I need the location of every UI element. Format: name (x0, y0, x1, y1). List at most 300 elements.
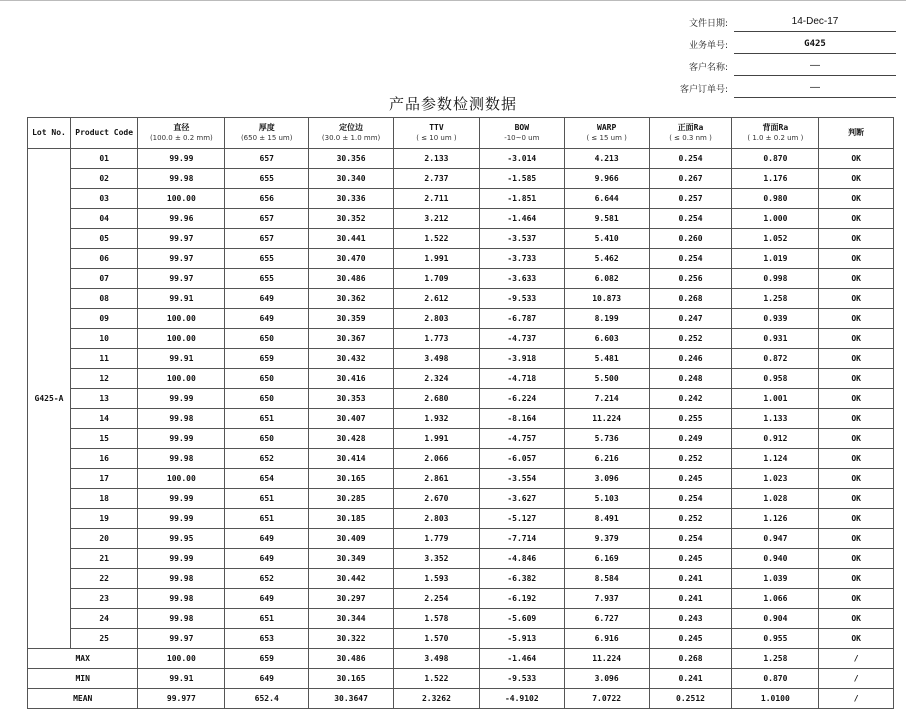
table-cell: -4.846 (479, 549, 564, 569)
table-cell: 99.98 (138, 449, 225, 469)
table-cell: 1.039 (732, 569, 819, 589)
table-cell: 0.247 (649, 309, 732, 329)
table-cell: 30.336 (309, 189, 394, 209)
summary-cell: 100.00 (138, 649, 225, 669)
table-cell: 0.245 (649, 549, 732, 569)
column-header-spec: -10~0 um (504, 134, 540, 142)
column-header (732, 118, 819, 149)
product-code-cell: 23 (70, 589, 137, 609)
product-code-cell: 04 (70, 209, 137, 229)
table-row (28, 569, 894, 589)
table-cell: 0.870 (732, 149, 819, 169)
table-cell: 6.644 (564, 189, 649, 209)
table-cell: 2.711 (394, 189, 480, 209)
table-cell: 1.176 (732, 169, 819, 189)
summary-cell: 1.258 (732, 649, 819, 669)
summary-row-min (28, 669, 894, 689)
product-code-cell: 09 (70, 309, 137, 329)
table-cell: 0.249 (649, 429, 732, 449)
table-cell: -5.127 (479, 509, 564, 529)
table-cell: 6.603 (564, 329, 649, 349)
table-cell: 652 (225, 569, 309, 589)
table-cell: 0.241 (649, 569, 732, 589)
table-cell: 30.470 (309, 249, 394, 269)
product-code-cell: 05 (70, 229, 137, 249)
table-cell: 2.803 (394, 309, 480, 329)
table-cell: 30.428 (309, 429, 394, 449)
table-cell: 3.498 (394, 349, 480, 369)
table-cell: 0.245 (649, 469, 732, 489)
table-header-row (28, 118, 894, 149)
table-cell: OK (819, 349, 894, 369)
summary-cell: / (819, 669, 894, 689)
table-cell: 1.124 (732, 449, 819, 469)
table-cell: 657 (225, 229, 309, 249)
table-cell: -9.533 (479, 289, 564, 309)
table-cell: 651 (225, 509, 309, 529)
table-cell: OK (819, 589, 894, 609)
table-row (28, 229, 894, 249)
column-header (394, 118, 480, 149)
table-cell: -6.787 (479, 309, 564, 329)
table-cell: 1.023 (732, 469, 819, 489)
table-cell: 100.00 (138, 369, 225, 389)
table-cell: 30.297 (309, 589, 394, 609)
table-cell: 30.414 (309, 449, 394, 469)
table-cell: 0.248 (649, 369, 732, 389)
product-code-cell: 11 (70, 349, 137, 369)
product-code-cell: 08 (70, 289, 137, 309)
table-cell: OK (819, 269, 894, 289)
table-cell: 100.00 (138, 309, 225, 329)
table-cell: 30.409 (309, 529, 394, 549)
summary-cell: 659 (225, 649, 309, 669)
column-header (138, 118, 225, 149)
table-cell: -4.718 (479, 369, 564, 389)
column-header-spec: (30.0 ± 1.0 mm) (321, 134, 381, 142)
table-row (28, 169, 894, 189)
business-no-label: 业务单号: (688, 41, 728, 51)
table-cell: -7.714 (479, 529, 564, 549)
table-cell: 5.410 (564, 229, 649, 249)
product-code-cell: 07 (70, 269, 137, 289)
summary-cell: -1.464 (479, 649, 564, 669)
table-cell: 2.254 (394, 589, 480, 609)
table-cell: 99.98 (138, 569, 225, 589)
product-code-cell: 25 (70, 629, 137, 649)
table-cell: 9.966 (564, 169, 649, 189)
summary-cell: 1.0100 (732, 689, 819, 709)
table-cell: 30.322 (309, 629, 394, 649)
table-cell: 9.379 (564, 529, 649, 549)
table-cell: -3.537 (479, 229, 564, 249)
summary-cell: 30.3647 (309, 689, 394, 709)
table-cell: 0.256 (649, 269, 732, 289)
table-cell: 0.268 (649, 289, 732, 309)
table-cell: OK (819, 329, 894, 349)
table-cell: 653 (225, 629, 309, 649)
table-cell: 650 (225, 389, 309, 409)
table-cell: 30.442 (309, 569, 394, 589)
table-cell: OK (819, 189, 894, 209)
table-cell: 30.165 (309, 469, 394, 489)
table-cell: 1.773 (394, 329, 480, 349)
table-cell: 30.367 (309, 329, 394, 349)
table-cell: -6.382 (479, 569, 564, 589)
column-header (70, 118, 137, 149)
column-header-title: BOW (514, 123, 530, 132)
table-cell: -1.851 (479, 189, 564, 209)
table-cell: OK (819, 149, 894, 169)
document-title: 产品参数检测数据 (388, 95, 517, 113)
column-header-spec: (650 ± 15 um) (240, 134, 293, 142)
table-cell: -1.464 (479, 209, 564, 229)
summary-cell: 0.241 (649, 669, 732, 689)
table-cell: 1.932 (394, 409, 480, 429)
table-cell: OK (819, 369, 894, 389)
product-code-cell: 21 (70, 549, 137, 569)
table-cell: OK (819, 469, 894, 489)
column-header-spec: ( 1.0 ± 0.2 um ) (747, 134, 804, 142)
table-cell: 0.260 (649, 229, 732, 249)
table-cell: 2.861 (394, 469, 480, 489)
table-row (28, 369, 894, 389)
table-cell: 5.103 (564, 489, 649, 509)
table-row (28, 469, 894, 489)
table-cell: 3.096 (564, 469, 649, 489)
product-code-cell: 24 (70, 609, 137, 629)
table-cell: 8.199 (564, 309, 649, 329)
table-cell: 1.570 (394, 629, 480, 649)
summary-cell: 652.4 (225, 689, 309, 709)
table-cell: 0.242 (649, 389, 732, 409)
summary-cell: 0.2512 (649, 689, 732, 709)
top-rule (0, 0, 906, 1)
table-row (28, 249, 894, 269)
product-code-cell: 12 (70, 369, 137, 389)
table-cell: 30.486 (309, 269, 394, 289)
table-cell: 1.028 (732, 489, 819, 509)
customer-name-value: — (734, 59, 896, 76)
table-row (28, 389, 894, 409)
column-header-spec: ( ≤ 15 um ) (586, 134, 627, 142)
column-header-title: 厚度 (258, 123, 275, 132)
inspection-table (27, 117, 894, 709)
table-cell: 1.052 (732, 229, 819, 249)
summary-cell: -9.533 (479, 669, 564, 689)
table-cell: OK (819, 509, 894, 529)
table-cell: 0.958 (732, 369, 819, 389)
table-cell: 656 (225, 189, 309, 209)
table-cell: -4.757 (479, 429, 564, 449)
table-cell: OK (819, 529, 894, 549)
table-cell: 30.285 (309, 489, 394, 509)
business-no-value: G425 (734, 37, 896, 54)
table-cell: 655 (225, 269, 309, 289)
table-cell: -5.609 (479, 609, 564, 629)
table-cell: 659 (225, 349, 309, 369)
column-header-title: 定位边 (339, 123, 364, 132)
table-cell: 657 (225, 209, 309, 229)
table-cell: 99.99 (138, 429, 225, 449)
column-header-title: 正面Ra (677, 123, 704, 132)
product-code-cell: 17 (70, 469, 137, 489)
table-cell: 0.255 (649, 409, 732, 429)
table-cell: 30.349 (309, 549, 394, 569)
product-code-cell: 20 (70, 529, 137, 549)
summary-label: MIN (28, 669, 138, 689)
table-row (28, 349, 894, 369)
summary-cell: 2.3262 (394, 689, 480, 709)
table-cell: 650 (225, 329, 309, 349)
customer-order-value: — (734, 81, 896, 98)
table-cell: OK (819, 289, 894, 309)
table-cell: 1.991 (394, 429, 480, 449)
file-date-value: 14-Dec-17 (734, 15, 896, 32)
table-cell: 99.97 (138, 629, 225, 649)
table-cell: 30.359 (309, 309, 394, 329)
table-cell: 0.246 (649, 349, 732, 369)
summary-cell: 99.91 (138, 669, 225, 689)
table-cell: 99.99 (138, 489, 225, 509)
table-cell: OK (819, 209, 894, 229)
table-cell: 30.185 (309, 509, 394, 529)
table-cell: 1.133 (732, 409, 819, 429)
table-cell: OK (819, 569, 894, 589)
table-cell: OK (819, 549, 894, 569)
product-code-cell: 18 (70, 489, 137, 509)
table-cell: OK (819, 249, 894, 269)
table-cell: 650 (225, 369, 309, 389)
table-cell: 30.416 (309, 369, 394, 389)
summary-cell: 11.224 (564, 649, 649, 669)
table-cell: 2.737 (394, 169, 480, 189)
table-cell: 650 (225, 429, 309, 449)
table-cell: -3.733 (479, 249, 564, 269)
summary-row-mean (28, 689, 894, 709)
table-row (28, 289, 894, 309)
table-cell: 100.00 (138, 469, 225, 489)
table-cell: 0.252 (649, 449, 732, 469)
product-code-cell: 01 (70, 149, 137, 169)
column-header-title: 判断 (848, 128, 865, 137)
file-date-label: 文件日期: (688, 19, 728, 29)
table-row (28, 309, 894, 329)
table-cell: -8.164 (479, 409, 564, 429)
table-cell: 649 (225, 289, 309, 309)
table-cell: 0.939 (732, 309, 819, 329)
column-header-title: 背面Ra (762, 123, 789, 132)
table-cell: 0.912 (732, 429, 819, 449)
table-body (28, 149, 894, 709)
table-cell: 2.612 (394, 289, 480, 309)
table-row (28, 149, 894, 169)
table-row (28, 189, 894, 209)
table-cell: -3.014 (479, 149, 564, 169)
table-cell: 10.873 (564, 289, 649, 309)
table-cell: -3.918 (479, 349, 564, 369)
table-cell: 3.212 (394, 209, 480, 229)
summary-label: MEAN (28, 689, 138, 709)
table-cell: 8.491 (564, 509, 649, 529)
table-row (28, 429, 894, 449)
table-cell: 99.91 (138, 289, 225, 309)
table-cell: 99.99 (138, 509, 225, 529)
table-cell: 6.169 (564, 549, 649, 569)
column-header-title: WARP (597, 123, 617, 132)
table-cell: 1.258 (732, 289, 819, 309)
table-row (28, 329, 894, 349)
table-cell: 651 (225, 609, 309, 629)
table-row (28, 449, 894, 469)
table-cell: 0.254 (649, 209, 732, 229)
product-code-cell: 22 (70, 569, 137, 589)
table-row (28, 269, 894, 289)
table-cell: OK (819, 629, 894, 649)
table-cell: OK (819, 489, 894, 509)
table-cell: 100.00 (138, 189, 225, 209)
column-header-title: Product Code (75, 128, 134, 137)
table-cell: 651 (225, 409, 309, 429)
table-cell: -3.554 (479, 469, 564, 489)
table-cell: OK (819, 309, 894, 329)
table-cell: 2.133 (394, 149, 480, 169)
table-cell: 30.340 (309, 169, 394, 189)
column-header-title: Lot No. (32, 128, 66, 137)
product-code-cell: 16 (70, 449, 137, 469)
table-cell: 1.522 (394, 229, 480, 249)
table-cell: 2.680 (394, 389, 480, 409)
table-cell: 0.872 (732, 349, 819, 369)
table-cell: 100.00 (138, 329, 225, 349)
table-row (28, 409, 894, 429)
summary-cell: 0.268 (649, 649, 732, 669)
table-cell: -3.633 (479, 269, 564, 289)
table-cell: 649 (225, 589, 309, 609)
table-cell: 649 (225, 549, 309, 569)
summary-row-max (28, 649, 894, 669)
table-cell: 1.019 (732, 249, 819, 269)
table-cell: 0.254 (649, 149, 732, 169)
table-cell: OK (819, 169, 894, 189)
table-cell: 30.344 (309, 609, 394, 629)
table-cell: 30.432 (309, 349, 394, 369)
table-cell: 649 (225, 309, 309, 329)
column-header-spec: ( ≤ 10 um ) (416, 134, 457, 142)
product-code-cell: 13 (70, 389, 137, 409)
table-cell: OK (819, 229, 894, 249)
table-cell: 30.352 (309, 209, 394, 229)
table-cell: 99.99 (138, 549, 225, 569)
summary-cell: 30.165 (309, 669, 394, 689)
table-cell: 99.99 (138, 389, 225, 409)
table-cell: -6.057 (479, 449, 564, 469)
meta-file-date (600, 10, 896, 32)
summary-cell: / (819, 649, 894, 669)
table-cell: 0.257 (649, 189, 732, 209)
table-cell: 0.245 (649, 629, 732, 649)
table-cell: -5.913 (479, 629, 564, 649)
table-cell: 5.736 (564, 429, 649, 449)
table-cell: 0.931 (732, 329, 819, 349)
summary-cell: 30.486 (309, 649, 394, 669)
table-cell: 649 (225, 529, 309, 549)
table-cell: 0.243 (649, 609, 732, 629)
column-header (819, 118, 894, 149)
table-cell: OK (819, 429, 894, 449)
summary-cell: 1.522 (394, 669, 480, 689)
column-header (479, 118, 564, 149)
summary-cell: 99.977 (138, 689, 225, 709)
table-cell: 5.481 (564, 349, 649, 369)
table-cell: 99.97 (138, 249, 225, 269)
table-cell: 1.779 (394, 529, 480, 549)
table-cell: 652 (225, 449, 309, 469)
table-cell: 7.937 (564, 589, 649, 609)
table-row (28, 489, 894, 509)
table-row (28, 589, 894, 609)
column-header (309, 118, 394, 149)
customer-name-label: 客户名称: (688, 63, 728, 73)
summary-cell: 649 (225, 669, 309, 689)
table-cell: -4.737 (479, 329, 564, 349)
table-cell: 0.955 (732, 629, 819, 649)
table-cell: 99.98 (138, 609, 225, 629)
table-cell: 3.352 (394, 549, 480, 569)
table-cell: -3.627 (479, 489, 564, 509)
summary-cell: 3.498 (394, 649, 480, 669)
table-cell: 99.99 (138, 149, 225, 169)
table-cell: 99.91 (138, 349, 225, 369)
table-cell: 0.980 (732, 189, 819, 209)
table-cell: -1.585 (479, 169, 564, 189)
table-cell: 8.584 (564, 569, 649, 589)
table-cell: 1.126 (732, 509, 819, 529)
table-cell: OK (819, 609, 894, 629)
table-cell: 99.98 (138, 589, 225, 609)
table-cell: 99.97 (138, 269, 225, 289)
table-cell: 9.581 (564, 209, 649, 229)
table-cell: 0.998 (732, 269, 819, 289)
summary-cell: 3.096 (564, 669, 649, 689)
table-cell: 1.000 (732, 209, 819, 229)
table-cell: 0.940 (732, 549, 819, 569)
product-code-cell: 02 (70, 169, 137, 189)
table-cell: 2.670 (394, 489, 480, 509)
table-cell: 30.407 (309, 409, 394, 429)
table-row (28, 529, 894, 549)
table-cell: 655 (225, 169, 309, 189)
table-cell: 11.224 (564, 409, 649, 429)
product-code-cell: 14 (70, 409, 137, 429)
table-cell: 30.353 (309, 389, 394, 409)
meta-customer-name (600, 54, 896, 76)
table-cell: 30.356 (309, 149, 394, 169)
table-cell: 1.593 (394, 569, 480, 589)
column-header-title: TTV (429, 123, 444, 132)
table-cell: 1.709 (394, 269, 480, 289)
product-code-cell: 19 (70, 509, 137, 529)
column-header (225, 118, 309, 149)
table-cell: 6.916 (564, 629, 649, 649)
lot-number-cell: G425-A (28, 149, 71, 649)
table-cell: 4.213 (564, 149, 649, 169)
table-cell: 1.001 (732, 389, 819, 409)
column-header (649, 118, 732, 149)
summary-cell: / (819, 689, 894, 709)
table-cell: OK (819, 449, 894, 469)
table-row (28, 209, 894, 229)
